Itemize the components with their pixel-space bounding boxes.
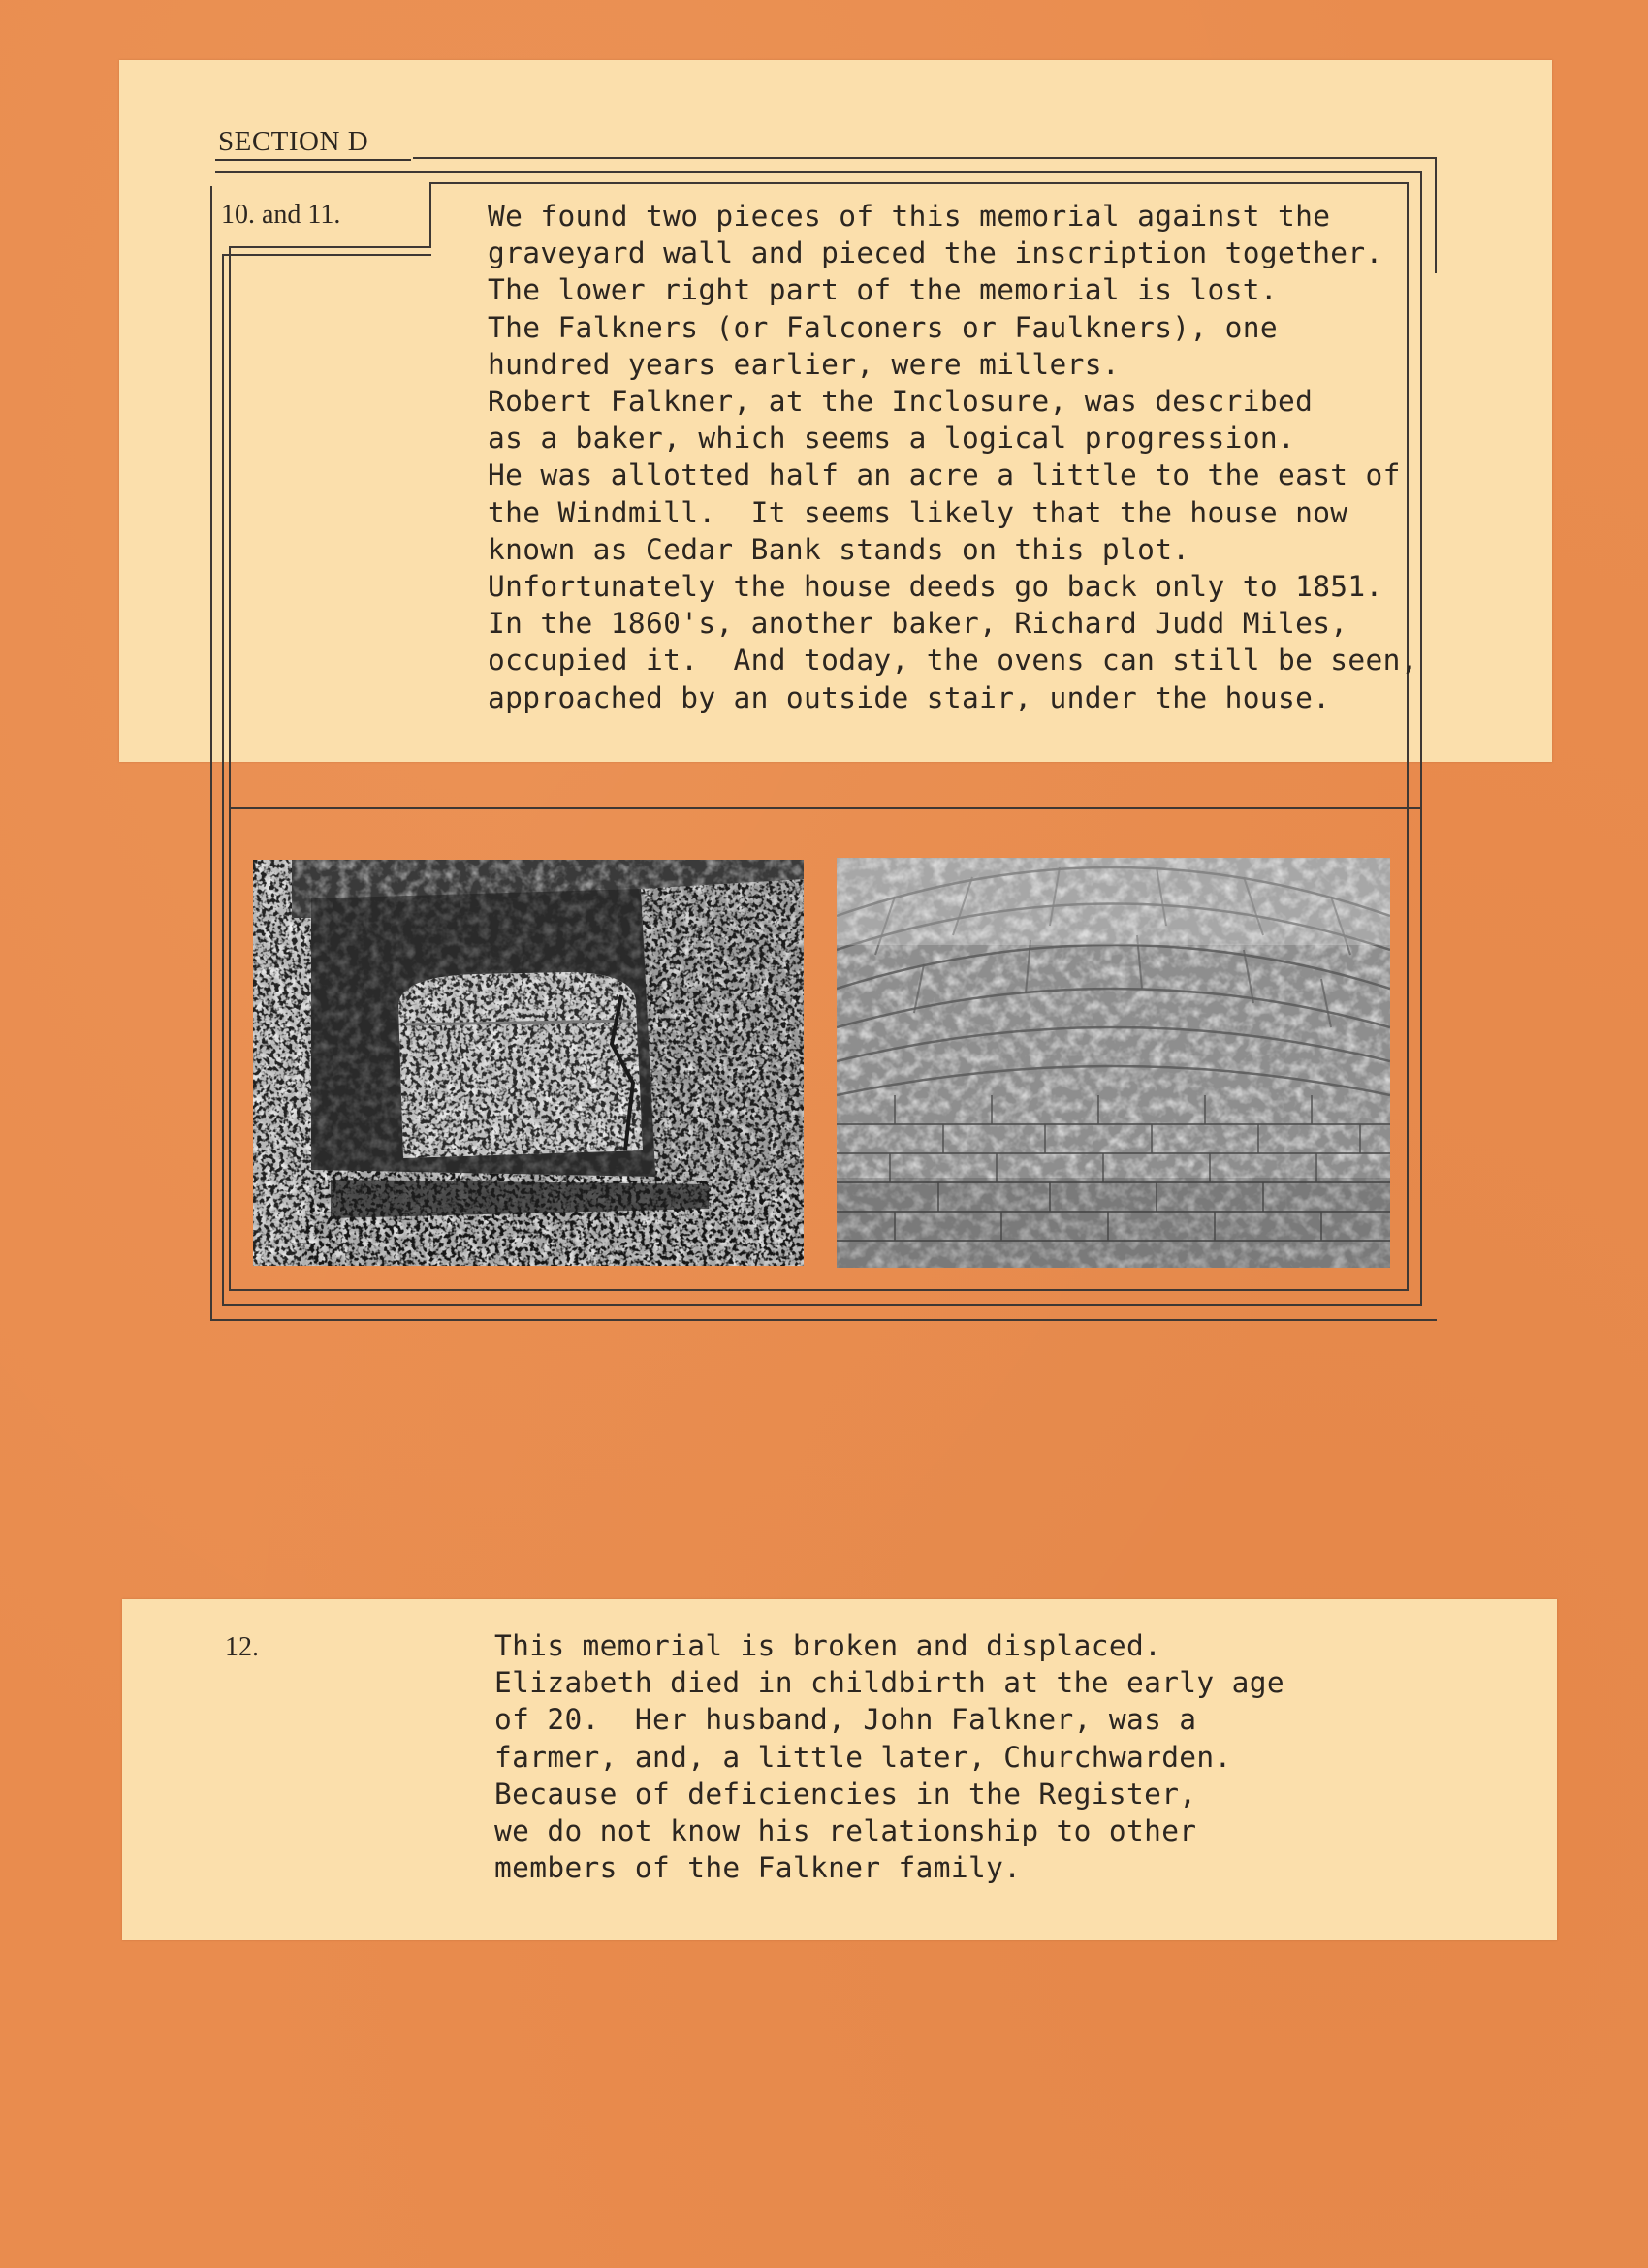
section-heading-underline	[215, 159, 411, 161]
text-line: of 20. Her husband, John Falkner, was a	[494, 1703, 1197, 1737]
text-line: The Falkners (or Falconers or Faulkners), one	[488, 310, 1278, 344]
text-line: Unfortunately the house deeds go back only to 1851.	[488, 570, 1383, 604]
text-line: He was allotted half an acre a little to the east of	[488, 458, 1401, 492]
text-line: as a baker, which seems a logical progression.	[488, 422, 1296, 456]
text-line: hundred years earlier, were millers.	[488, 347, 1120, 381]
section-heading: SECTION D	[218, 126, 369, 157]
text-line: We found two pieces of this memorial against the	[488, 200, 1331, 233]
entry-number-12: 12.	[225, 1632, 259, 1662]
text-line: known as Cedar Bank stands on this plot.	[488, 532, 1190, 566]
text-line: The lower right part of the memorial is lost.	[488, 273, 1278, 307]
text-line: Elizabeth died in childbirth at the early age	[494, 1666, 1284, 1700]
text-line: farmer, and, a little later, Churchwarden.	[494, 1740, 1232, 1774]
text-line: we do not know his relationship to other	[494, 1814, 1197, 1848]
text-line: Robert Falkner, at the Inclosure, was described	[488, 385, 1314, 419]
text-line: members of the Falkner family.	[494, 1851, 1022, 1885]
text-line: occupied it. And today, the ovens can still be seen,	[488, 644, 1418, 677]
text-line: the Windmill. It seems likely that the house now	[488, 495, 1348, 529]
entry-number-10-11: 10. and 11.	[221, 200, 341, 230]
text-line: approached by an outside stair, under the house.	[488, 680, 1331, 714]
text-line: Because of deficiencies in the Register,	[494, 1777, 1197, 1811]
bake-oven-vault-photo	[837, 858, 1390, 1268]
text-line: graveyard wall and pieced the inscription together.	[488, 236, 1383, 270]
entry-12-text	[494, 1627, 1284, 1886]
text-line: In the 1860's, another baker, Richard Judd Miles,	[488, 607, 1348, 641]
memorial-fragment-photo	[253, 860, 804, 1266]
entry-10-11-text	[488, 198, 1418, 716]
text-line: This memorial is broken and displaced.	[494, 1629, 1162, 1662]
